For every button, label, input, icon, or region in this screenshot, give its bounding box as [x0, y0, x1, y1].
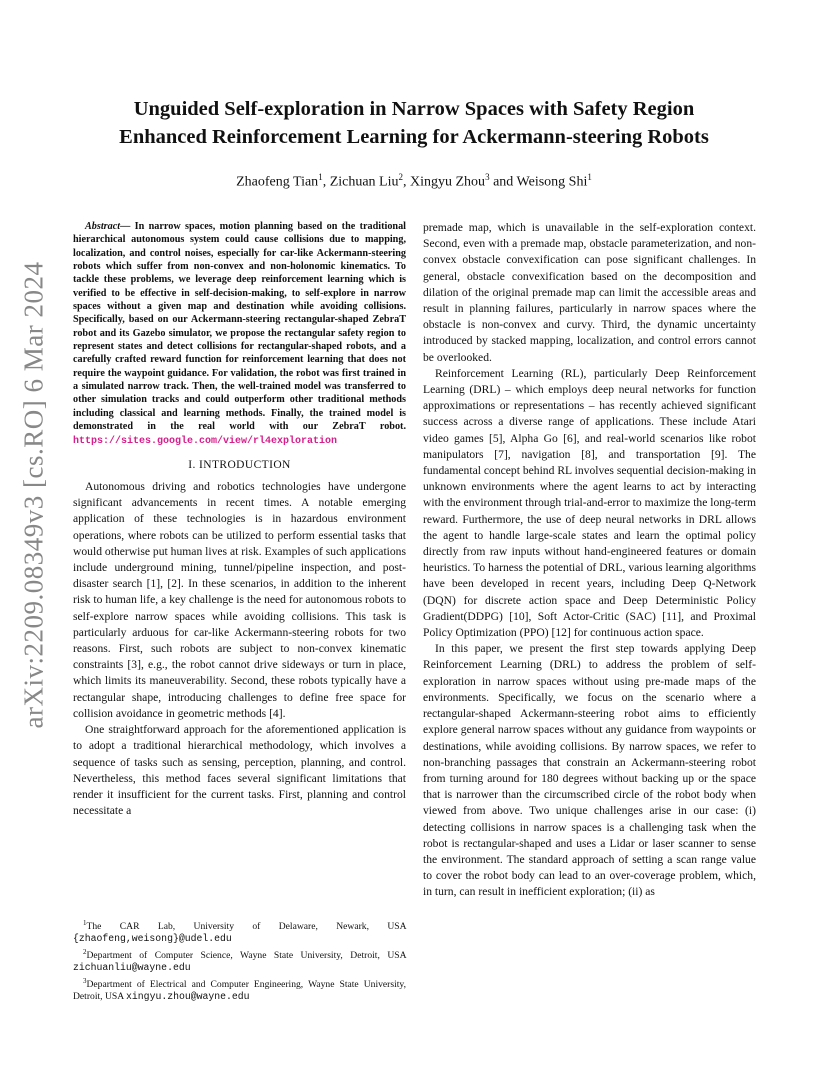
author-affiliation: 1	[318, 172, 323, 182]
footnote-email: {zhaofeng,weisong}@udel.edu	[73, 933, 232, 945]
arxiv-sidebar	[14, 261, 54, 729]
author-separator: and	[489, 174, 517, 190]
author-separator: ,	[322, 174, 330, 190]
body-paragraph: Reinforcement Learning (RL), particularly Deep Reinforcement Learning (DRL) – which employs deep neural networks for function approximations or representations – has recently achieved significant success across a diverse range of applications. These include Atari video games [5], Alpha Go [6], and real-world scenarios like robot manipulators [7], navigation [8], and transportation [9]. The fundamental concept behind RL involves sequential decision-making in unknown environments where the agent learns to act by interacting with the environment through trial-and-error to maximize the long-term reward. Furthermore, the use of deep neural networks in DRL allows the agent to handle large-scale states and learn the optimal policy directly from raw inputs without hand-engineered features or domain heuristics. To harness the potential of DRL, various learning algorithms have been developed in recent years, including Deep Q-Network (DQN) for discrete action space and Deep Deterministic Policy Gradient(DDPG) [10], Soft Actor-Critic (SAC) [11], and Proximal Policy Optimization (PPO) [12] for continuous action space.	[423, 366, 756, 640]
body-paragraph: In this paper, we present the first step towards applying Deep Reinforcement Learning (DRL) to address the problem of self-exploration in narrow spaces without using pre-made maps of the environments. Specifically, we focus on the scenario where a rectangular-shaped Ackermann-steering robot aims to efficiently explore general narrow spaces without any guidance from waypoints or destinations, while avoiding collisions. By narrow spaces, we refer to non-branching passages that constrain an Ackermann-steering robot from turning around for 180 degrees without backing up or the space that is narrower than the circumscribed circle of the robot body when viewed from above. Two unique challenges arise in our case: (i) detecting collisions in narrow spaces is a challenging task when the robot is rectangular-shaped and uses a Lidar or laser scanner to sense the environment. The standard approach of setting a scan range value to cover the robot body can lead to an over-coverage problem, which, in turn, can result in inefficient exploration; (ii) as	[423, 642, 756, 899]
footnote-1	[73, 917, 406, 946]
author-name: Zichuan Liu	[329, 174, 399, 190]
footnote-text: Department of Computer Science, Wayne State University, Detroit, USA	[86, 949, 406, 961]
body-paragraph: premade map, which is unavailable in the self-exploration context. Second, even with a premade map, obstacle parameterization, and non-convex obstacle convexification can pose significant challenges. In general, obstacle convexification based on the decomposition and dilation of the original premade map can limit the accessible areas and result in planning failures, particularly in narrow spaces where the obstacle is non-convex and curvy. Third, the dynamic uncertainty introduced by stacked mapping, localization, and control errors cannot be overlooked.	[423, 221, 756, 364]
title-line-1: Unguided Self-exploration in Narrow Spaces with Safety Region	[133, 98, 695, 120]
left-column	[73, 220, 406, 819]
author-name: Zhaofeng Tian	[236, 174, 319, 190]
right-column	[423, 220, 756, 901]
footnote-marker: 3	[83, 976, 87, 985]
title-line-2: Enhanced Reinforcement Learning for Ackermann-steering Robots	[119, 126, 709, 148]
footnote-2	[73, 946, 406, 975]
abstract-dash: —	[120, 221, 135, 232]
paper-title	[60, 95, 768, 151]
arxiv-identifier: arXiv:2209.08349v3 [cs.RO] 6 Mar 2024	[18, 261, 49, 729]
footnote-email: zichuanliu@wayne.edu	[73, 962, 191, 974]
footnote-marker: 2	[83, 947, 87, 956]
author-list	[60, 172, 768, 191]
section-heading-introduction: I. INTRODUCTION	[188, 458, 291, 471]
footnote-text: Department of Electrical and Computer Engineering, Wayne State University, Detroit, USA	[73, 978, 406, 1003]
author-affiliation: 2	[398, 172, 403, 182]
author-affiliation: 3	[485, 172, 490, 182]
author-separator: ,	[403, 174, 410, 190]
body-paragraph: One straightforward approach for the aforementioned application is to adopt a traditional hierarchical methodology, which involves a sequence of tasks such as sensing, perception, planning, and control. Nevertheless, this method faces several significant limitations that render it insufficient for the current tasks. First, planning and control necessitate a	[73, 723, 406, 818]
abstract	[73, 220, 406, 448]
footnote-marker: 1	[83, 919, 87, 927]
project-url-link[interactable]: https://sites.google.com/view/rl4exploration	[73, 435, 338, 447]
abstract-label: Abstract	[85, 221, 121, 232]
author-affiliation: 1	[587, 172, 592, 182]
author-name: Weisong Shi	[516, 174, 588, 190]
abstract-text: In narrow spaces, motion planning based on the traditional hierarchical autonomous system could cause collisions due to mapping, localization, and control noises, especially for car-like Ackermann-steering robots which suffer from non-convex and non-holonomic kinematics. To tackle these problems, we leverage deep reinforcement learning which is verified to be effective in self-decision-making, to self-explore in narrow spaces without a given map and destination while avoiding collisions. Specifically, based on our Ackermann-steering rectangular-shaped ZebraT robot and its Gazebo simulator, we propose the rectangular safety region to represent states and detect collisions for rectangular-shaped robots, and a carefully crafted reward function for reinforcement learning that does not require the waypoint guidance. For validation, the robot was first trained in a simulated narrow track. Then, the well-trained model was transferred to other simulation tracks and could outperform other traditional methods including classical and learning methods. Finally, the trained model is demonstrated in the real world with our ZebraT robot.	[73, 221, 407, 433]
body-paragraph: Autonomous driving and robotics technologies have undergone significant advancements in recent times. A notable emerging application of these technologies is in hazardous environment operations, where robots can be utilized to perform essential tasks that would otherwise put human lives at risk. Examples of such applications include underground mining, tunnel/pipeline inspection, and post-disaster search [1], [2]. In these scenarios, in addition to the inherent risk to human life, a key challenge is the need for autonomous robots to self-explore narrow spaces while avoiding collisions. This task is particularly arduous for car-like Ackermann-steering robots for two reasons. First, such robots are subject to non-convex kinematic constraints [3], e.g., the robot cannot drive sideways or turn in place, which limits its maneuverability. Second, these robots typically have a rectangular shape, introducing challenges to define free space for collision avoidance in geometric methods [4].	[73, 480, 406, 720]
footnote-email: xingyu.zhou@wayne.edu	[126, 991, 250, 1003]
footnotes	[73, 917, 406, 1003]
footnote-text: The CAR Lab, University of Delaware, Newark, USA	[86, 921, 406, 933]
author-name: Xingyu Zhou	[410, 174, 486, 190]
footnote-3	[73, 975, 406, 1004]
